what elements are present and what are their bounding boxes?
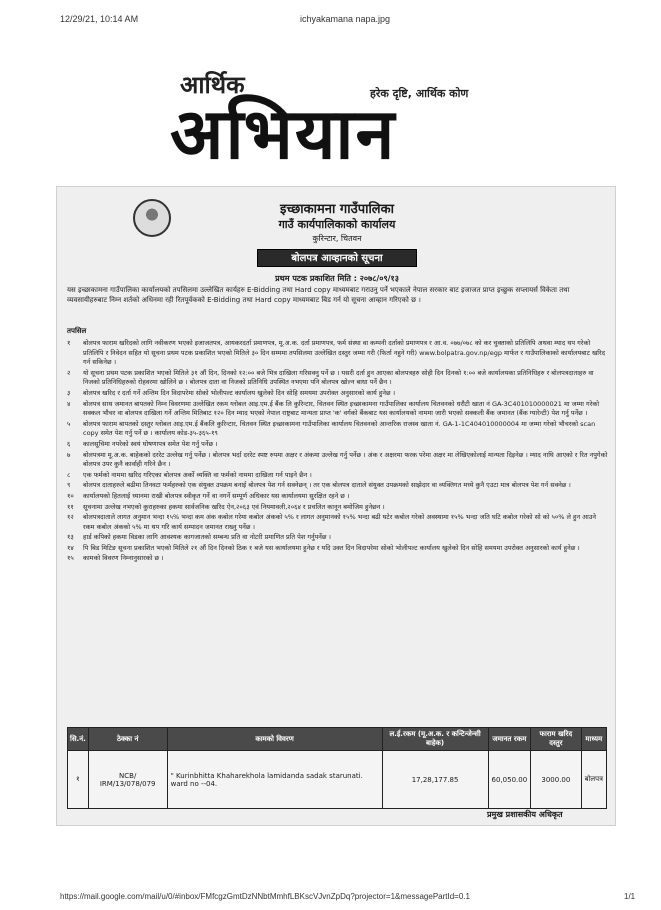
condition-number: ९ bbox=[67, 481, 71, 490]
condition-number: ११ bbox=[67, 502, 74, 511]
masthead-small-title: आर्थिक bbox=[180, 71, 245, 99]
condition-number: ४ bbox=[67, 399, 71, 408]
table-header-cell: फाराम खरिद दस्तुर bbox=[531, 728, 581, 751]
notice-title-banner: बोलपत्र आव्हानको सूचना bbox=[257, 249, 417, 267]
condition-item bbox=[67, 389, 609, 399]
condition-text: बोलपत्र फाराम खरिदको लागि नवीकरण भएको इजाजतपत्र, आयकरदर्ता प्रमाणपत्र, मू.अ.क. दर्ता प्रमाणपत्र, फर्म संस्था वा कम्पनी दर्ताको प्रमाणपत्र र आ.व. ०७७/०७८ को कर चुक्ताको प्रतिलिपि अथवा म्याद थप गरेको प्रतिलिपि र निवेदन सहित यो सूचना प्रथम पटक प्रकाशित भएको मितिले ३० दिन सम्ममा तपसिलमा उल्लेखित दस्तुर जम्मा गरी (फिर्ता नहुने गरी) www.bolpatra.gov.np/egp मार्फत र गाउँपालिकाको कार्यालयबाट खरिद गर्न सकिनेछ । bbox=[83, 339, 606, 367]
table-header-cell: माध्यम bbox=[581, 728, 606, 751]
table-header-cell: ठेक्का नं bbox=[88, 728, 167, 751]
condition-text: कार्यालयको हितलाई ध्यानमा राखी बोलपत्र स्वीकृत गर्ने वा नगर्ने सम्पूर्ण अधिकार यस कार्यालयमा सुरक्षित रहने छ । bbox=[83, 491, 350, 500]
condition-number: ८ bbox=[67, 470, 71, 479]
table-header-cell: कामको विवरण bbox=[167, 728, 382, 751]
condition-number: १० bbox=[67, 491, 74, 500]
condition-text: बोलपत्रदाताले लागत अनुमान भन्दा १५% भन्दा कम अंक कबोल गरेमा कबोल अंकको ५% र लागत अनुमानको १५% भन्दा बढी घटेर कबोल गरेको अवस्थामा १५% भन्दा जति घटि कबोल गरेको सो को ५०% ले हुन आउने रकम कबोल अंकको ५% मा थप गरि कार्य सम्पादन जमानत राख्नु पर्नेछ । bbox=[83, 513, 596, 531]
publication-date: प्रथम पटक प्रकाशित मिति : २०७८/०९/१३ bbox=[275, 274, 399, 283]
table-header-cell: सि.नं. bbox=[68, 728, 89, 751]
conditions-title: तपसिल bbox=[67, 327, 87, 335]
condition-item bbox=[67, 481, 609, 491]
condition-item bbox=[67, 440, 609, 450]
condition-text: बोलपत्र खरिद र दर्ता गर्ने अन्तिम दिन विदापरेमा सोको भोलीपल्ट कार्यालय खुलेको दिन सोहि समयमा उपरोक्त अनुसारको कार्य हुनेछ । bbox=[83, 388, 396, 397]
tender-table bbox=[67, 727, 607, 809]
table-cell: बोलपत्र bbox=[581, 751, 606, 809]
condition-item bbox=[67, 554, 609, 564]
condition-number: ३ bbox=[67, 388, 71, 397]
condition-item bbox=[67, 400, 609, 419]
condition-text: बोलपत्रमा मू.अ.क. बाहेकको दररेट उल्लेख गर्नु पर्नेछ । बोलपत्र भर्दा दररेट स्पष्ट रुपमा अक्षर र अंकमा उल्लेख गर्नु पर्नेछ । अंक र अक्षरमा फरक परेमा अक्षर मा लेखिएकोलाई मान्यता दिइनेछ । म्याद नाघि आएको र रित नपुगेको बोलपत्र उपर कुनै कार्वाही गरिने छैन । bbox=[83, 450, 608, 469]
masthead-big-title: अभियान bbox=[170, 93, 397, 175]
table-header-row bbox=[68, 728, 607, 751]
condition-number: १४ bbox=[67, 543, 74, 552]
condition-text: बोलपत्र दाताहरुले बढीमा तिनवटा फर्महरुको एक संयुक्त उपक्रम बनाई बोलपत्र पेश गर्न सक्नेछन् । तर एक बोलपत्र दाताले संयुक्त उपक्रमको साझेदार वा व्यक्तिगत मध्ये कुनै एउटा मात्र बोलपत्र पेश गर्न सक्नेछ । bbox=[83, 481, 571, 490]
print-footer bbox=[0, 888, 661, 910]
print-header bbox=[0, 0, 661, 40]
print-filename: ichyakamana napa.jpg bbox=[300, 14, 391, 24]
condition-item bbox=[67, 503, 609, 513]
print-page-number: 1/1 bbox=[624, 892, 636, 901]
table-cell: NCB/ IRM/13/078/079 bbox=[88, 751, 167, 809]
table-cell: १ bbox=[68, 751, 89, 809]
condition-item bbox=[67, 492, 609, 502]
table-header-cell: ल.ई.रकम (मू.अ.क. र कन्टिन्जेन्सी बाहेक) bbox=[382, 728, 488, 751]
condition-text: हार्ड कपिको हकमा विडका लागि आवश्यक कागजातको सम्बन्ध प्रति वा नोटरी प्रमाणित प्रति पेश गर्नुपर्नेछ । bbox=[83, 533, 332, 542]
table-body bbox=[68, 751, 607, 809]
newspaper-masthead bbox=[170, 68, 530, 180]
condition-text: सूचनामा उल्लेख नभएको कुराहरुका हकमा सार्वजनिक खरिद ऐन,२०६३ एवं नियमावली,२०६४ र प्रचलित कानून बमोजिम हुनेछन । bbox=[83, 502, 385, 511]
condition-item bbox=[67, 513, 609, 532]
tender-notice-clipping bbox=[56, 186, 616, 826]
print-url: https://mail.google.com/mail/u/0/#inbox/FMfcgzGmtDzNNbtMmhfLBKscVJvnZpDq?projector=1&messagePartId=0.1 bbox=[60, 892, 470, 901]
office-name-line1: इच्छाकामना गाउँपालिका bbox=[280, 202, 394, 217]
table-cell: 60,050.00 bbox=[488, 751, 531, 809]
condition-item bbox=[67, 451, 609, 470]
condition-number: १२ bbox=[67, 513, 74, 522]
condition-number: २ bbox=[67, 368, 71, 377]
condition-number: १ bbox=[67, 339, 71, 347]
notice-intro: यस इच्छाकामना गाउँपालिका कार्यालयको तपसिलमा उल्लेखित कार्यहरु E-Bidding तथा Hard copy माध्यमबाट गराउनु पर्ने भएकाले नेपाल सरकार बाट इजाजत प्राप्त इच्छुक सप्लायर्स विकेता तथा व्यवसायीहरुबाट निम्न शर्तको अधिनमा रही रितपूर्वकको E-Bidding तथा Hard copy माध्यमबाट बिड गर्न यो सूचना आव्हान गरिएको छ । bbox=[67, 286, 570, 304]
table-cell: 3000.00 bbox=[531, 751, 581, 809]
masthead-tagline: हरेक दृष्टि, आर्थिक कोण bbox=[370, 87, 469, 100]
condition-item bbox=[67, 420, 609, 439]
condition-text: एक फर्मको नाममा खरिद गरिएका बोलपत्र अर्को व्यक्ति वा फर्मको नाममा दाखिला गर्न पाइने छैन । bbox=[83, 470, 312, 479]
condition-text: पि बिड मिटिङ सूचना प्रकाशित भएको मितिले २१ औं दिन दिनको ठिक १ बजे यस कार्यालयमा हुनेछ र यदि उक्त दिन विदापरेमा सोको भोलीपल्ट कार्यालय खुलेको दिन सोहि समयमा उपरोक्त अनुसारको कार्य हुनेछ । bbox=[83, 543, 580, 552]
condition-number: १५ bbox=[67, 554, 74, 563]
condition-item bbox=[67, 544, 609, 554]
condition-text: बोलपत्र फाराम बापतको दस्तुर ग्लोबल आइ.एम.ई बैंकलि कुरिन्टार, चितवन स्थित इच्छाकामना गाउँपालिका कार्यालय चितवनको आन्तरिक राजस्व खाता नं. GA-1-1C404010000004 मा जम्मा गरेको भौचरको scan copy समेत पेश गर्नु पर्ने छ । कार्यालय कोड-३५-३६५-१९ bbox=[83, 419, 596, 438]
condition-text: बोलपत्र साथ जमानत बापतको निम्न विवरणमा उल्लेखित रकम ग्लोबल आइ.एम.ई बैंक लि कुरिन्टार, चितवन स्थित इच्छाकामना गाउँपालिका कार्यालय चितवनको धरौटी खाता नं GA-3C401010000021 मा जम्मा गरेको सक्कल भौचर वा बोलपत्र दाखिला गर्ने अन्तिम मितिबाट १२० दिन म्याद भएको नेपाल राष्ट्रबाट मान्यता प्राप्त 'क' वर्गको बैंकबाट यस कार्यालयको नाममा जारी भएको सक्कली बैंक जमानत (बैंक ग्यारेन्टी) पेश गर्नु पर्नेछ । bbox=[83, 399, 600, 418]
print-date: 12/29/21, 10:14 AM bbox=[60, 14, 139, 24]
condition-item bbox=[67, 339, 609, 368]
condition-text: कालसूचिमा नपरेको स्वयं घोषणापत्र समेत पेश गर्नु पर्नेछ । bbox=[83, 439, 218, 448]
office-name-line2: गाउँ कार्यपालिकाको कार्यालय bbox=[278, 218, 396, 231]
table-header-cell: जमानत रकम bbox=[488, 728, 531, 751]
condition-number: ५ bbox=[67, 419, 71, 428]
table-cell: 17,28,177.85 bbox=[382, 751, 488, 809]
office-location: कुरिन्टार, चितवन bbox=[312, 234, 362, 243]
table-row bbox=[68, 751, 607, 809]
condition-number: ७ bbox=[67, 450, 71, 459]
condition-item bbox=[67, 471, 609, 481]
condition-number: ६ bbox=[67, 439, 71, 448]
condition-item bbox=[67, 533, 609, 543]
condition-number: १३ bbox=[67, 533, 74, 542]
condition-text: कामको विवरण निम्नानुसारको छ । bbox=[83, 554, 164, 563]
signatory-title: प्रमुख प्रशासकीय अधिकृत bbox=[487, 810, 563, 819]
table-cell: " Kurinbhitta Khaharekhola lamidanda sadak starunati. ward no --04. bbox=[167, 751, 382, 809]
conditions-list bbox=[67, 339, 609, 565]
condition-text: यो सूचना प्रथम पटक प्रकाशित भएको मितिले ३१ औं दिन, दिनको १२:०० बजे भित्र दाखिला गरिसक्नु पर्ने छ । यसरी दर्ता हुन आएका बोलपत्रहरु सोही दिन दिनको १:०० बजे कार्यालयका प्रतिनिधिहरु र बोलपत्रदाताहरु वा निजको प्रतिनिधिहरुको रोहवरमा खोलिने छ । बोलपत्र दाता वा निजको प्रतिनिधि उपस्थित नभएमा पनि बोलपत्र खोल्न बाधा पर्ने छैन । bbox=[83, 368, 594, 387]
condition-item bbox=[67, 369, 609, 388]
